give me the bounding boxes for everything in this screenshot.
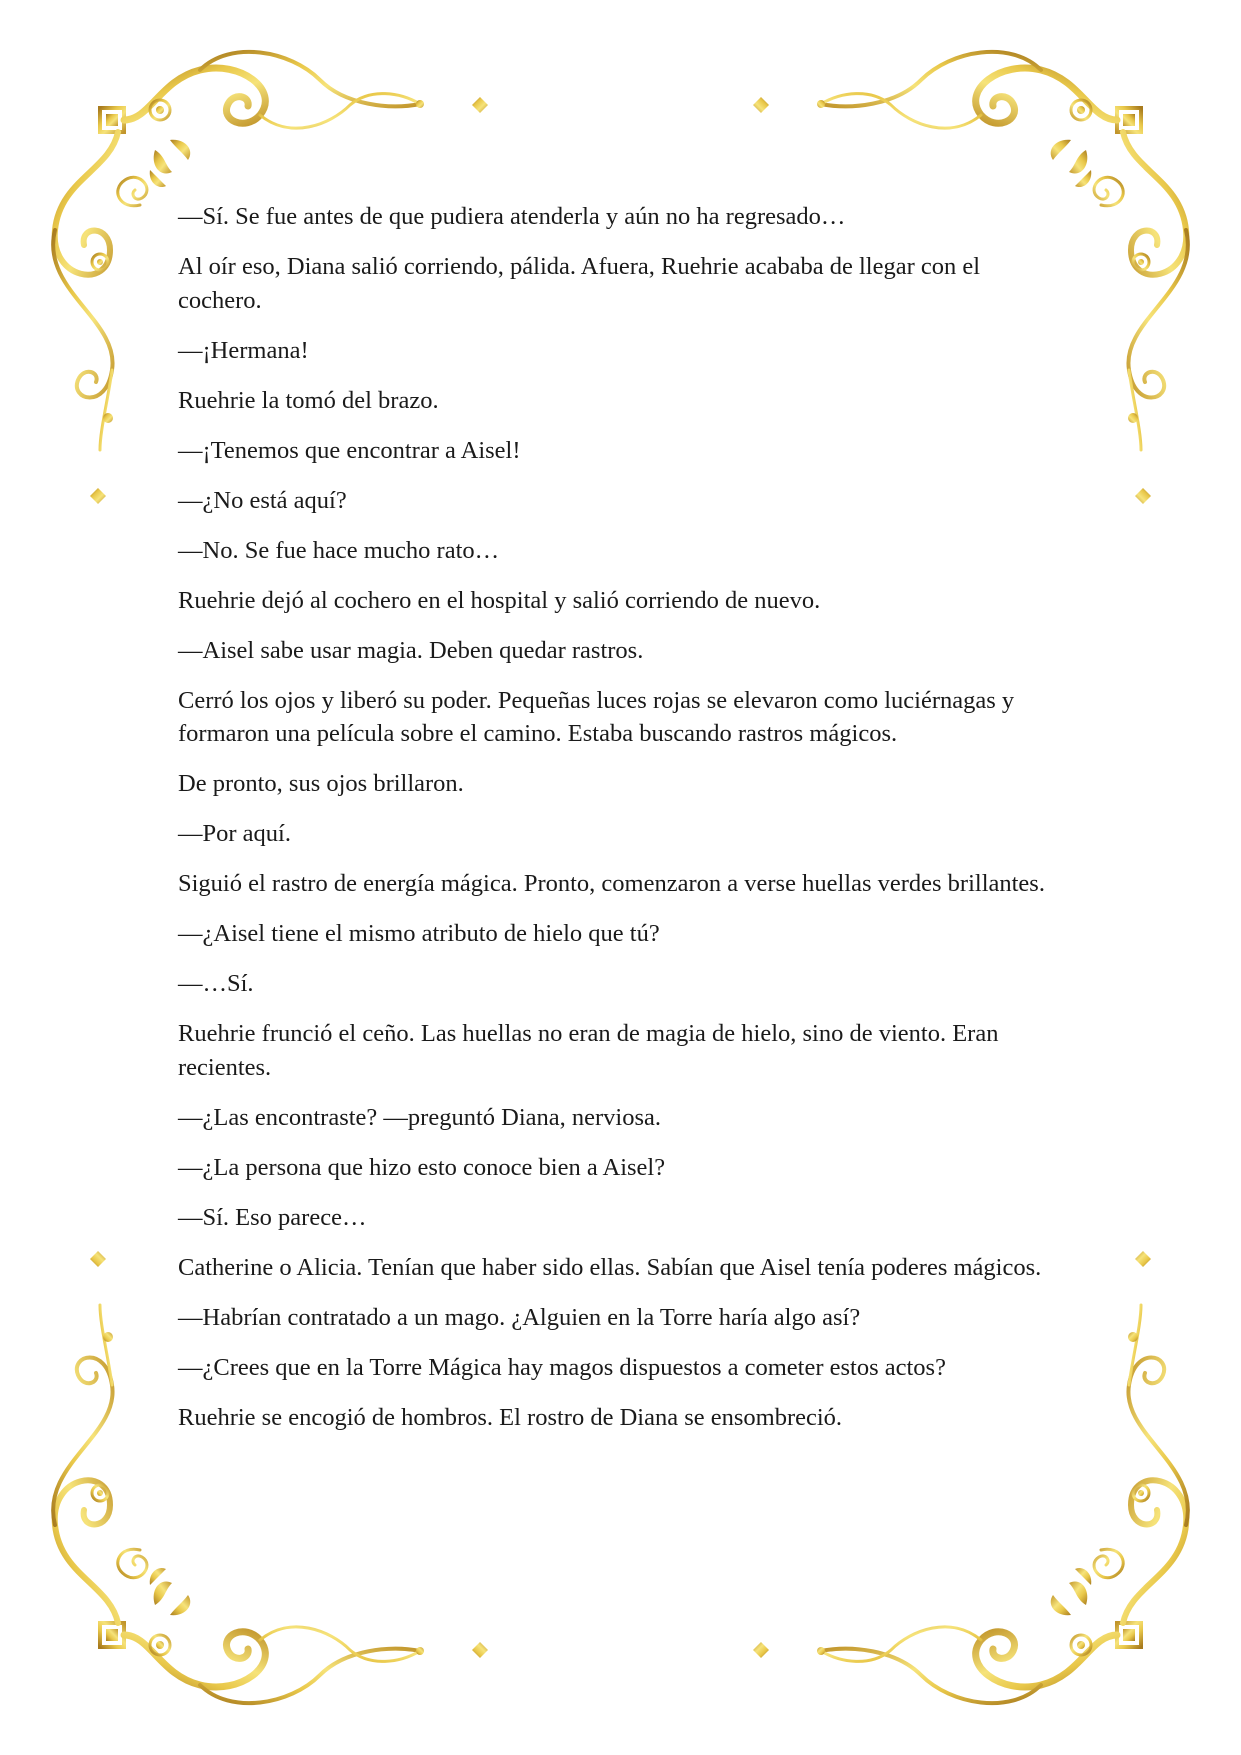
paragraph: Ruehrie la tomó del brazo.: [178, 386, 439, 414]
paragraph: —¿La persona que hizo esto conoce bien a Aisel?: [178, 1153, 666, 1181]
paragraph: Ruehrie se encogió de hombros. El rostro de Diana se ensombreció.: [178, 1403, 843, 1431]
paragraph: Catherine o Alicia. Tenían que haber sido ellas. Sabían que Aisel tenía poderes mágicos.: [178, 1253, 1042, 1281]
paragraph: —¡Hermana!: [178, 336, 309, 364]
paragraph: —¡Tenemos que encontrar a Aisel!: [178, 436, 521, 464]
paragraph: Ruehrie dejó al cochero en el hospital y salió corriendo de nuevo.: [178, 586, 821, 614]
paragraph: —¿Crees que en la Torre Mágica hay magos dispuestos a cometer estos actos?: [178, 1353, 946, 1381]
paragraph: —Sí. Eso parece…: [178, 1203, 367, 1231]
paragraph: —Habrían contratado a un mago. ¿Alguien en la Torre haría algo así?: [178, 1303, 861, 1331]
paragraph: —Por aquí.: [178, 820, 291, 847]
paragraph: —…Sí.: [178, 970, 254, 997]
paragraph: —Aisel sabe usar magia. Deben quedar rastros.: [178, 636, 644, 664]
paragraph: —No. Se fue hace mucho rato…: [178, 536, 500, 564]
paragraph: De pronto, sus ojos brillaron.: [178, 770, 464, 797]
paragraph: Al oír eso, Diana salió corriendo, pálida. Afuera, Ruehrie acababa de llegar con el cochero.: [178, 253, 981, 314]
document-body: [178, 200, 1058, 1451]
paragraph: Cerró los ojos y liberó su poder. Pequeñas luces rojas se elevaron como luciérnagas y formaron una película sobre el camino. Estaba buscando rastros mágicos.: [178, 686, 1015, 747]
paragraph: —¿Aisel tiene el mismo atributo de hielo que tú?: [178, 920, 660, 947]
paragraph: Ruehrie frunció el ceño. Las huellas no eran de magia de hielo, sino de viento. Eran recientes.: [178, 1020, 999, 1081]
paragraph: —¿No está aquí?: [178, 486, 347, 514]
paragraph: —Sí. Se fue antes de que pudiera atenderla y aún no ha regresado…: [178, 203, 846, 230]
paragraph: —¿Las encontraste? —preguntó Diana, nerviosa.: [178, 1103, 662, 1131]
paragraph: Siguió el rastro de energía mágica. Pronto, comenzaron a verse huellas verdes brillantes.: [178, 870, 1045, 897]
